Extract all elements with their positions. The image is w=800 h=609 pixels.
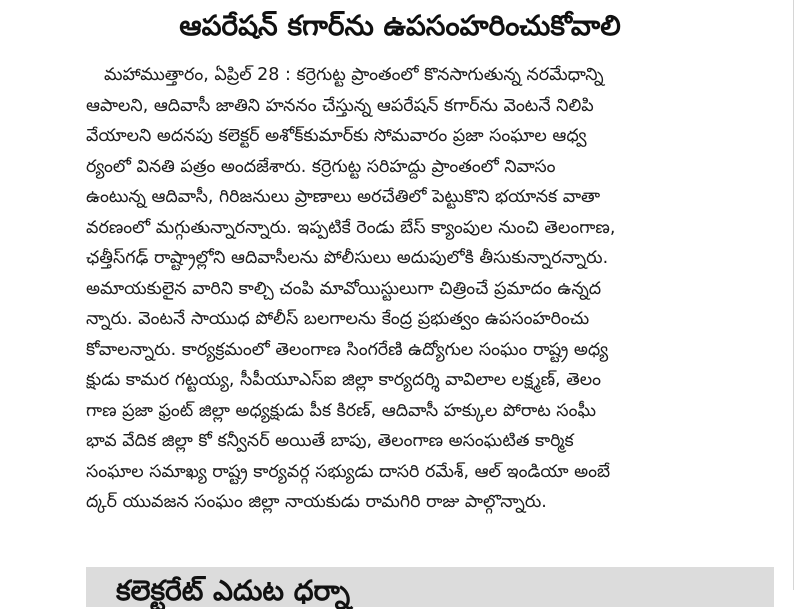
article-line: ఉంటున్న ఆదివాసీ, గిరిజనులు ప్రాణాలు అరచేతిలో పెట్టుకొని భయానక వాతా [86,187,601,207]
article-body [86,60,778,518]
article-line: వేయాలని అదనపు కలెక్టర్ అశోక్‌కుమార్‌కు సోమవారం ప్రజా సంఘాల ఆధ్వ [86,126,587,146]
article-line: సంఘాల సమాఖ్య రాష్ట్ర కార్యవర్గ సభ్యుడు దాసరి రమేశ్, ఆల్ ఇండియా అంబే [86,461,611,482]
article-line: ద్కర్ యువజన సంఘం జిల్లా నాయకుడు రామగిరి రాజు పాల్గొన్నారు. [86,492,547,512]
article-line: ఆపాలని, ఆదివాసీ జాతిని హననం చేస్తున్న ఆపరేషన్ కగార్‌ను వెంటనే నిలిపి [86,95,594,116]
article-line: క్షుడు కామర గట్టయ్య, సీపీయూఎస్‌ఐ జిల్లా కార్యదర్శి వావిలాల లక్ష్మణ్, తెలం [86,370,602,390]
article-line: ర్యంలో వినతి పత్రం అందజేశారు. కర్రెగుట్ట సరిహద్దు ప్రాంతంలో నివాసం [86,156,556,177]
article-line: వరణంలో మగ్గుతున్నారన్నారు. ఇప్పటికే రెండు బేస్ క్యాంపుల నుంచి తెలంగాణ, [86,217,616,238]
article-line: న్నారు. వెంటనే సాయుధ పోలీస్ బలగాలను కేంద్ర ప్రభుత్వం ఉపసంహరించు [86,309,590,329]
article-headline: ఆపరేషన్ కగార్‌ను ఉపసంహరించుకోవాలి [179,9,621,42]
article-line: ఛత్తీస్‌గఢ్ రాష్ట్రాల్లోని ఆదివాసీలను పోలీసులు అదుపులోకి తీసుకున్నారన్నారు. [86,248,609,268]
article-line: కోవాలన్నారు. కార్యక్రమంలో తెలంగాణ సింగరేణి ఉద్యోగుల సంఘం రాష్ట్ర అధ్య [86,339,609,360]
article-line: అమాయకులైన వారిని కాల్చి చంపి మావోయిస్టులుగా చిత్రించే ప్రమాదం ఉన్నద [86,278,602,299]
column-divider [793,0,794,590]
article-line: మహాముత్తారం, ఏప్రిల్ 28 : కర్రెగుట్ట ప్రాంతంలో కొనసాగుతున్న నరమేధాన్ని [104,65,604,85]
next-article-headline-box [86,567,774,607]
article-line: గాణ ప్రజా ఫ్రంట్ జిల్లా అధ్యక్షుడు పీక కిరణ్, ఆదివాసీ హక్కుల పోరాట సంఘీ [86,400,596,421]
article-line: భావ వేదిక జిల్లా కో కన్వీనర్ అయితే బాపు, తెలంగాణ అసంఘటిత కార్మిక [86,431,574,451]
next-article-headline: కలెక్టరేట్‌ ఎదుట ధర్నా [116,574,351,607]
